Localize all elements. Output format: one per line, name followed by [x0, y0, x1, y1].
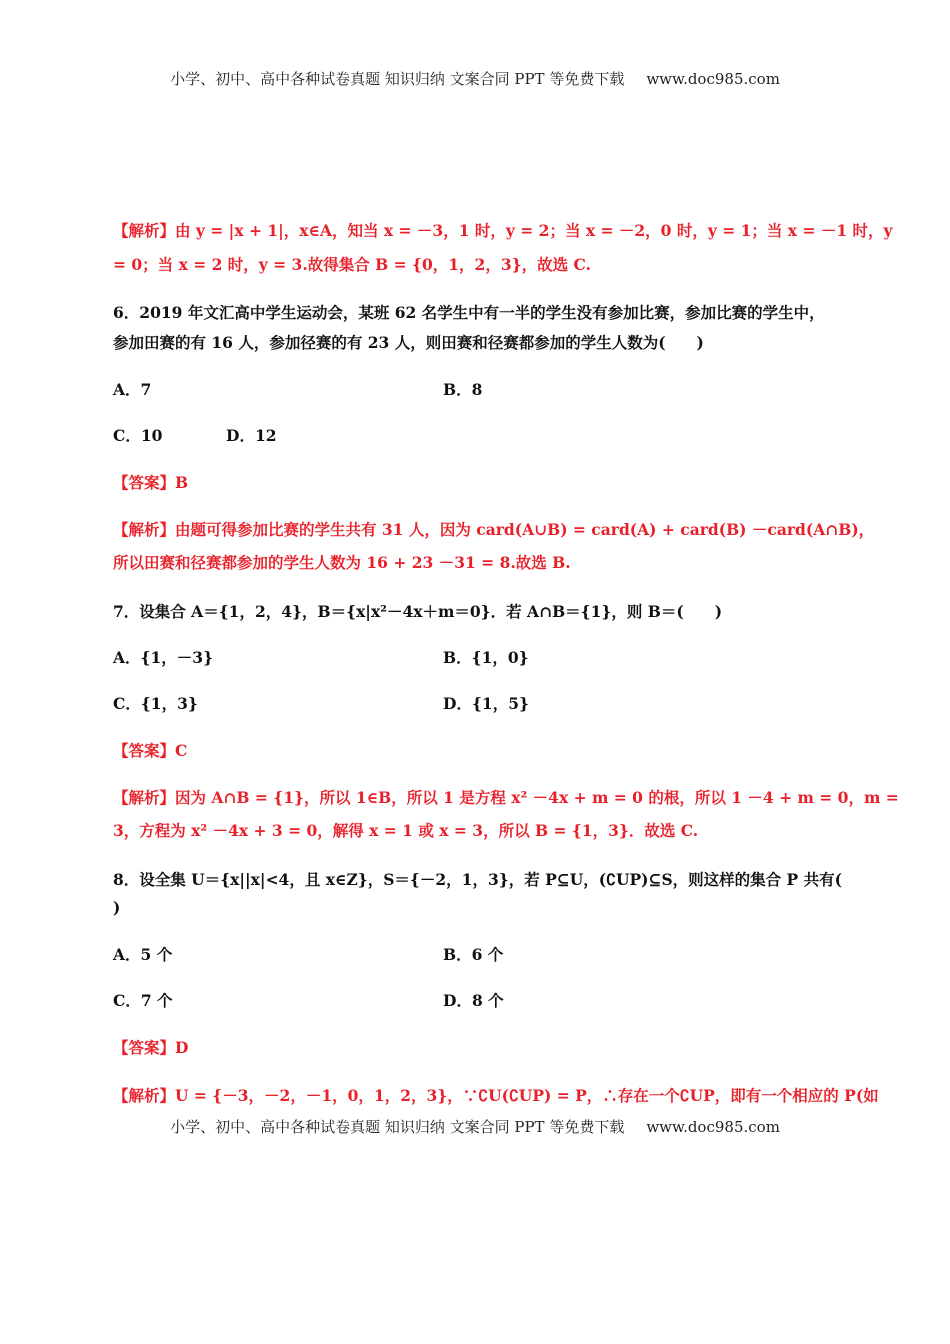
- q8-stem-line1: 8．设全集 U＝{x||x|<4，且 x∈Z}，S＝{－2，1，3}，若 P⊆U，(∁UP)⊆S，则这样的集合 P 共有(: [113, 870, 842, 889]
- q6-stem-line1: 6．2019 年文汇高中学生运动会，某班 62 名学生中有一半的学生没有参加比赛，参加比赛的学生中，: [113, 303, 825, 322]
- q6-option-d: D．12: [226, 426, 277, 445]
- q8-analysis-line1: 【解析】U = {－3，－2，－1，0，1，2，3}，∵∁U(∁UP) = P，∴存在一个∁UP，即有一个相应的 P(如: [113, 1086, 879, 1105]
- q8-option-c: C．7 个: [113, 991, 173, 1010]
- q6-option-c: C．10: [113, 426, 163, 445]
- header-text: 小学、初中、高中各种试卷真题 知识归纳 文案合同 PPT 等免费下载: [170, 70, 625, 88]
- q7-option-d: D．{1，5}: [443, 694, 529, 713]
- q7-stem: 7．设集合 A＝{1，2，4}，B＝{x|x²－4x＋m＝0}．若 A∩B＝{1}，则 B＝( ): [113, 602, 723, 621]
- q6-options-row1: [113, 378, 843, 400]
- q6-analysis-line2: 所以田赛和径赛都参加的学生人数为 16 + 23 －31 = 8.故选 B.: [113, 553, 571, 572]
- q8-answer: 【答案】D: [113, 1038, 189, 1057]
- page-footer: [0, 1116, 950, 1137]
- q8-option-b: B．6 个: [443, 945, 504, 964]
- q6-analysis-line1: 【解析】由题可得参加比赛的学生共有 31 人，因为 card(A∪B) = card(A) + card(B) －card(A∩B)，: [113, 520, 875, 539]
- q5-analysis-line1: 【解析】由 y = |x + 1|，x∈A，知当 x = －3，1 时，y = 2；当 x = －2，0 时，y = 1；当 x = －1 时，y: [113, 221, 893, 240]
- q7-analysis-line1: 【解析】因为 A∩B = {1}，所以 1∈B，所以 1 是方程 x² －4x + m = 0 的根，所以 1 －4 + m = 0，m =: [113, 788, 899, 807]
- q6-option-b: B．8: [443, 380, 483, 399]
- header-site-link[interactable]: www.doc985.com: [646, 70, 780, 88]
- q6-answer: 【答案】B: [113, 473, 189, 492]
- q6-options-row2: [113, 424, 843, 446]
- q7-option-a: A．{1，－3}: [113, 648, 214, 667]
- q6-stem-line2: 参加田赛的有 16 人，参加径赛的有 23 人，则田赛和径赛都参加的学生人数为( ): [113, 333, 704, 352]
- q8-options-row2: [113, 989, 843, 1011]
- footer-text: 小学、初中、高中各种试卷真题 知识归纳 文案合同 PPT 等免费下载: [170, 1118, 625, 1136]
- q7-options-row1: [113, 646, 843, 668]
- q7-answer: 【答案】C: [113, 741, 188, 760]
- q8-options-row1: [113, 943, 843, 965]
- q7-options-row2: [113, 692, 843, 714]
- q8-option-d: D．8 个: [443, 991, 504, 1010]
- q7-analysis-line2: 3，方程为 x² －4x + 3 = 0，解得 x = 1 或 x = 3，所以 B = {1，3}．故选 C.: [113, 821, 699, 840]
- page-header: [0, 68, 950, 89]
- q7-option-b: B．{1，0}: [443, 648, 529, 667]
- footer-site-link[interactable]: www.doc985.com: [646, 1118, 780, 1136]
- q8-stem-line2: ): [113, 898, 121, 917]
- q8-option-a: A．5 个: [113, 945, 173, 964]
- q5-analysis-line2: = 0；当 x = 2 时，y = 3.故得集合 B = {0，1，2，3}，故选 C.: [113, 255, 591, 274]
- q6-option-a: A．7: [113, 380, 152, 399]
- q7-option-c: C．{1，3}: [113, 694, 198, 713]
